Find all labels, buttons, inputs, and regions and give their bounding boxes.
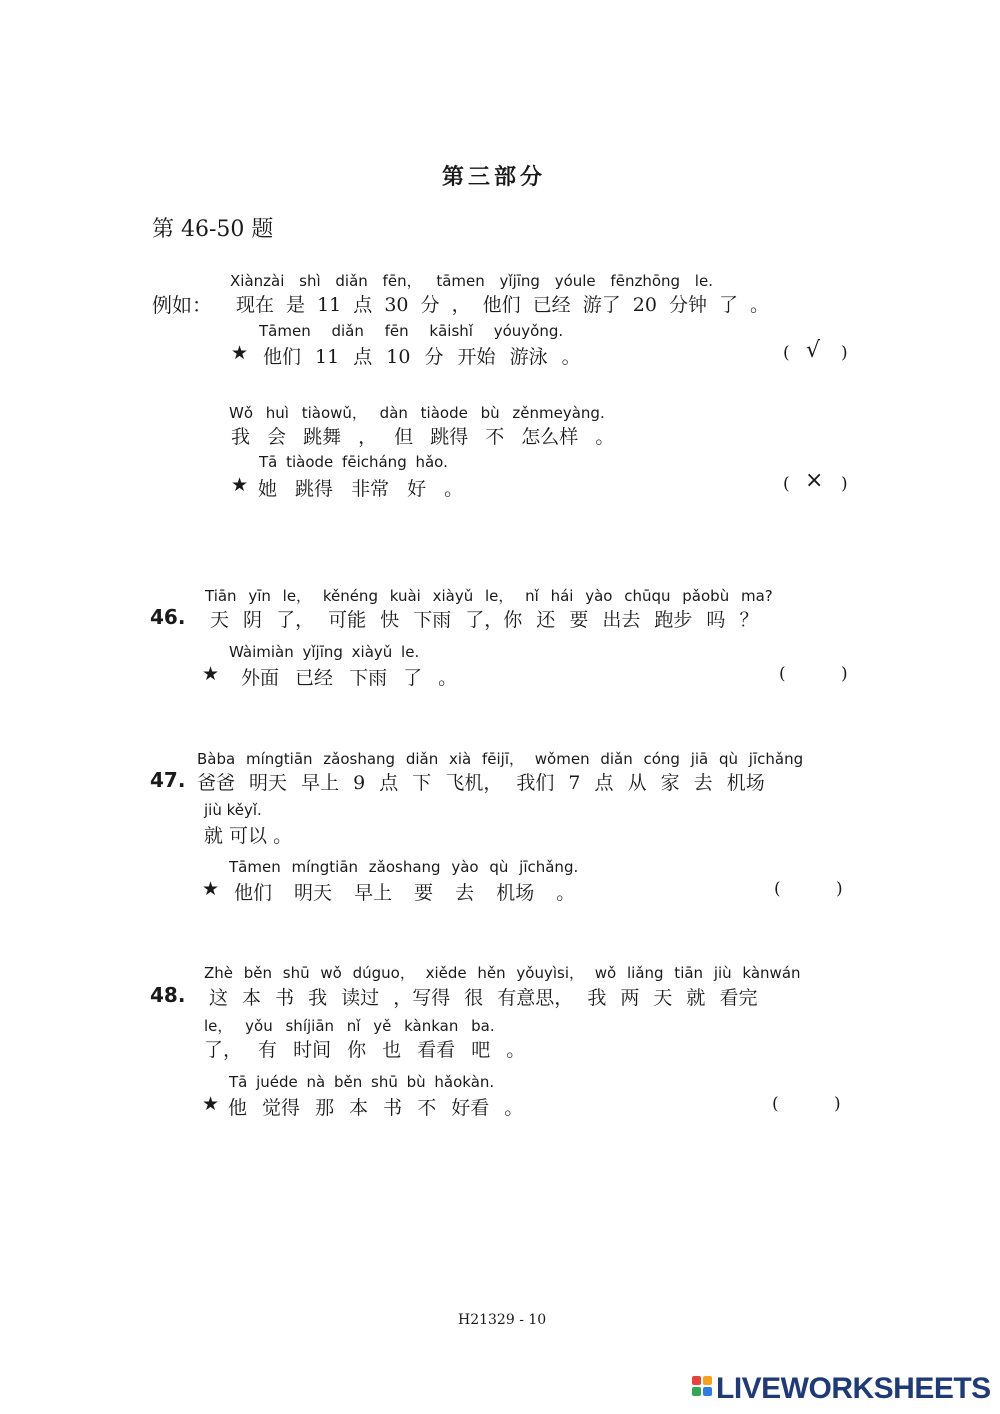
example2-statement-pinyin: Tā tiàode fēicháng hǎo. [259, 453, 448, 471]
page-title: 第三部分 [442, 164, 547, 190]
q48-pinyin: Zhè běn shū wǒ dúguo， xiěde hěn yǒuyìsi， wǒ liǎng tiān jiù kànwán [204, 964, 801, 982]
answer-paren-close: ) [836, 879, 843, 899]
q46-statement-text: 外面 已经 下雨 了 。 [241, 667, 458, 689]
answer-paren-close: ) [834, 1094, 841, 1114]
q47-number: 47. [150, 768, 186, 792]
answer-paren-close: ) [841, 343, 848, 363]
q48-statement-text: 他 觉得 那 本 书 不 好看 。 [228, 1097, 524, 1119]
q47-pinyin: Bàba míngtiān zǎoshang diǎn xià fēijī， wǒmen diǎn cóng jiā qù jīchǎng [197, 750, 804, 768]
answer-paren-open: ( [783, 343, 790, 363]
answer-paren-close: ) [841, 474, 848, 494]
example2-text: 我 会 跳舞 ， 但 跳得 不 怎么样 。 [231, 426, 615, 448]
answer-paren-close: ) [841, 664, 848, 684]
q48-text-line2: 了， 有 时间 你 也 看看 吧 。 [204, 1039, 526, 1061]
star-icon: ★ [202, 663, 220, 685]
logo-squares-icon [692, 1376, 714, 1402]
example1-statement-text: 他们 11 点 10 分 开始 游泳 。 [263, 346, 581, 368]
q48-number: 48. [150, 983, 186, 1007]
q46-pinyin: Tiān yīn le， kěnéng kuài xiàyǔ le， nǐ hái yào chūqu pǎobù ma? [205, 587, 773, 605]
page-footer: H21329 - 10 [458, 1312, 547, 1328]
star-icon: ★ [202, 1093, 220, 1115]
q47-statement-text: 他们 明天 早上 要 去 机场 。 [234, 882, 576, 904]
check-mark-icon: √ [806, 338, 821, 363]
answer-paren-open[interactable]: ( [772, 1094, 779, 1114]
q48-pinyin-line2: le， yǒu shíjiān nǐ yě kànkan ba. [204, 1017, 495, 1035]
answer-paren-open: ( [783, 474, 790, 494]
example2-pinyin: Wǒ huì tiàowǔ， dàn tiàode bù zěnmeyàng. [229, 404, 605, 422]
answer-paren-open[interactable]: ( [774, 879, 781, 899]
section-subtitle: 第 46-50 题 [152, 217, 274, 242]
q46-number: 46. [150, 605, 186, 629]
cross-mark-icon: × [805, 468, 824, 493]
q47-text-line2: 就 可以 。 [204, 825, 293, 847]
star-icon: ★ [231, 474, 249, 496]
q47-text: 爸爸 明天 早上 9 点 下 飞机， 我们 7 点 从 家 去 机场 [197, 772, 765, 794]
example1-statement-pinyin: Tāmen diǎn fēn kāishǐ yóuyǒng. [259, 322, 564, 340]
example1-pinyin: Xiànzài shì diǎn fēn， tāmen yǐjīng yóule fēnzhōng le. [230, 272, 713, 290]
star-icon: ★ [231, 342, 249, 364]
star-icon: ★ [202, 878, 220, 900]
q48-text: 这 本 书 我 读过 ，写得 很 有意思， 我 两 天 就 看完 [209, 987, 758, 1009]
example2-statement-text: 她 跳得 非常 好 。 [258, 478, 464, 500]
q46-statement-pinyin: Wàimiàn yǐjīng xiàyǔ le. [229, 643, 420, 661]
logo-text: LIVEWORKSHEETS [716, 1372, 991, 1405]
q46-text: 天 阴 了， 可能 快 下雨 了，你 还 要 出去 跑步 吗 ？ [210, 609, 759, 631]
answer-paren-open[interactable]: ( [779, 664, 786, 684]
example1-text: 现在 是 11 点 30 分 ， 他们 已经 游了 20 分钟 了 。 [236, 294, 770, 316]
example-label: 例如： [152, 293, 212, 317]
q47-statement-pinyin: Tāmen míngtiān zǎoshang yào qù jīchǎng. [229, 858, 579, 876]
q48-statement-pinyin: Tā juéde nà běn shū bù hǎokàn. [229, 1073, 495, 1091]
q47-pinyin-line2: jiù kěyǐ. [204, 801, 262, 819]
